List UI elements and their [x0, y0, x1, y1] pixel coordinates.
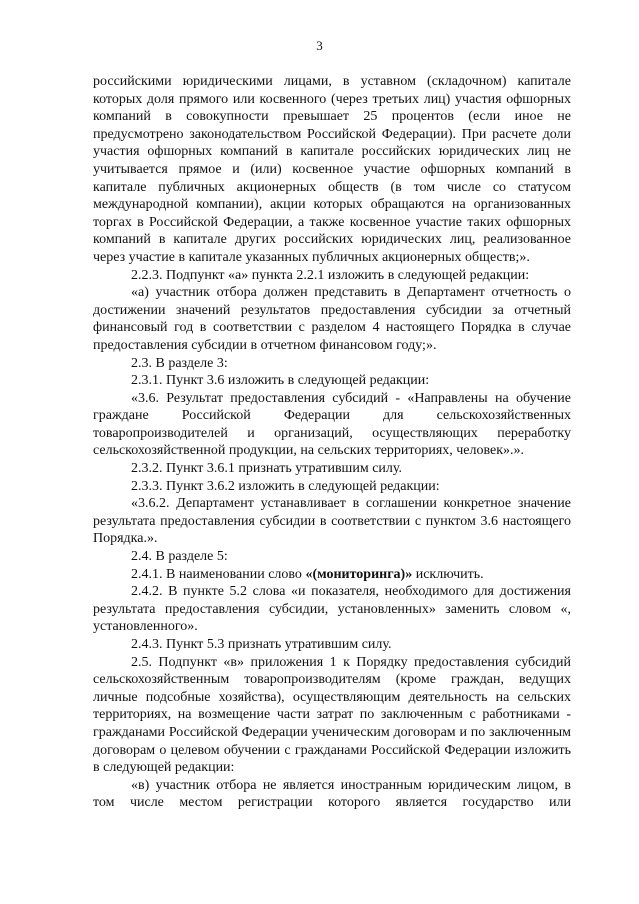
- paragraph-2-4-1: [93, 566, 571, 584]
- paragraph-2-4-1-after: исключить.: [412, 566, 484, 582]
- paragraph-2-3-1: 2.3.1. Пункт 3.6 изложить в следующей редакции:: [131, 373, 430, 389]
- paragraph-3-6-2: «3.6.2. Департамент устанавливает в соглашении конкретное значение результата предоставления субсидии в соответствии с пунктом 3.6 настоящего Порядка.».: [93, 496, 571, 547]
- paragraph-2-5: 2.5. Подпункт «в» приложения 1 к Порядку предоставления субсидий сельскохозяйственным товаропроизводителям (кроме граждан, ведущих личные подсобные хозяйства), осуществляющим деятельность на сельских территориях, на возмещение части затрат по заключенным с работниками - гражданами Российской Федерации ученическим договорам и по заключенным договорам о целевом обучении с гражданами Российской Федерации изложить в следующей редакции:: [93, 654, 571, 776]
- paragraph-subitem-a: «а) участник отбора должен представить в Департамент отчетность о достижении значений результатов предоставления субсидии за отчетный финансовый год в соответствии с разделом 4 настоящего Порядка в случае предоставления субсидии в отчетном финансовом году;».: [93, 285, 571, 353]
- paragraph-offshore-continuation: российскими юридическими лицами, в уставном (складочном) капитале которых доля прямого или косвенного (через третьих лиц) участия офшорных компаний в совокупности превышает 25 процентов (если иное не предусмотрено законодательством Российской Федерации). При расчете доли участия офшорных компаний в капитале российских юридических лиц не учитывается прямое и (или) косвенное участие офшорных компаний в капитале публичных акционерных обществ (в том числе со статусом международной компании), акции которых обращаются на организованных торгах в Российской Федерации, а также косвенное участие таких офшорных компаний в капитале других российских юридических лиц, реализованное через участие в капитале указанных публичных акционерных обществ;».: [93, 74, 571, 265]
- bold-term-monitoring: «(мониторинга)»: [305, 566, 413, 582]
- paragraph-2-4-2: 2.4.2. В пункте 5.2 слова «и показателя, необходимого для достижения результата предоставления субсидии, установленных» заменить словом «, установленного».: [93, 584, 571, 635]
- paragraph-2-4: 2.4. В разделе 5:: [131, 549, 228, 565]
- paragraph-2-4-3: 2.4.3. Пункт 5.3 признать утратившим силу.: [131, 637, 392, 652]
- document-body: [93, 73, 571, 812]
- page-number: 3: [316, 38, 323, 53]
- paragraph-2-3: 2.3. В разделе 3:: [131, 355, 228, 371]
- paragraph-2-3-3: 2.3.3. Пункт 3.6.2 изложить в следующей редакции:: [131, 478, 440, 494]
- paragraph-subitem-v: «в) участник отбора не является иностранным юридическим лицом, в том числе местом регистрации которого является государство или: [93, 777, 571, 811]
- paragraph-3-6: «3.6. Результат предоставления субсидий - «Направлены на обучение граждане Российской Федерации для сельскохозяйственных товаропроизводителей и организаций, осуществляющих переработку сельскохозяйственной продукции, на сельских территориях, человек».».: [93, 390, 571, 459]
- paragraph-2-2-3: 2.2.3. Подпункт «а» пункта 2.2.1 изложить в следующей редакции:: [131, 267, 530, 283]
- paragraph-2-4-1-before: 2.4.1. В наименовании слово: [131, 566, 306, 582]
- paragraph-2-3-2: 2.3.2. Пункт 3.6.1 признать утратившим силу.: [131, 461, 402, 477]
